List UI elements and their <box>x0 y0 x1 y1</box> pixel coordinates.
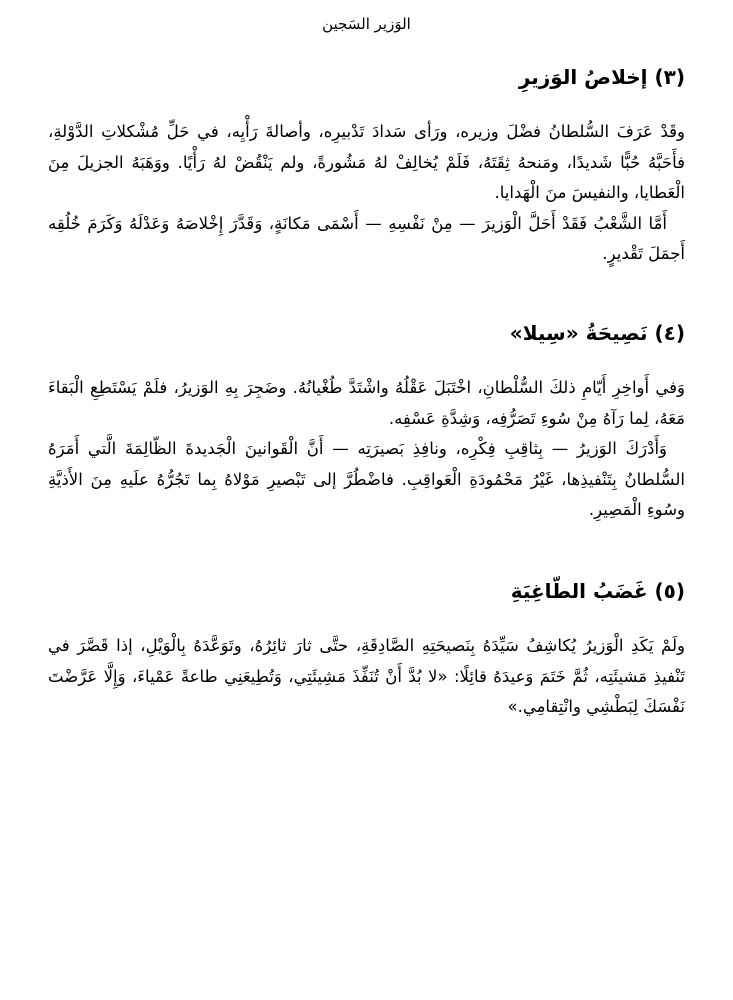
section-title: (٥) غَضَبُ الطّاغِيَةِ <box>510 579 685 603</box>
title-spacer <box>48 92 685 117</box>
section-title: (٣) إخلاصُ الوَزيرِ <box>518 65 685 89</box>
section-sila-advice <box>48 318 685 526</box>
running-header: الوَزير السَجين <box>322 15 411 33</box>
section-tyrant-anger <box>48 576 685 723</box>
section-vizier-loyalty <box>48 62 685 270</box>
paragraph: أَمَّا الشَّعْبُ فَقَدْ أَحَلَّ الْوَزيرَ — مِنْ نَفْسِهِ — أَسْمَى مَكانَةٍ، وَقَدَّرَ إِخْلاصَهُ وَعَدْلَهُ وَكَرَمَ خُلُقِه أَجمَلَ تَقْديرٍ. <box>48 213 685 263</box>
paragraph: ولَمْ يَكَدِ الْوَزيرُ يُكاشِفُ سَيِّدَهُ بِنَصيحَتِهِ الصَّادِقَةِ، حتَّى ثارَ ثائِرُهُ، وتَوَعَّدَهُ بِالْوَيْلِ، إذا قَصَّرَ في تَنْفيذِ مَشيئَتِه، ثُمَّ خَتَمَ وَعيدَهُ قائِلًا: «لا بُدَّ أَنْ تُنَفِّذَ مَشِيئَتِي، وَتُطِيعَنِي طاعةً عَمْياءَ، وَإِلَّا عَرَّضْتَ نَفْسَكَ لِبَطْشِي وانْتِقامِي.» <box>48 636 685 716</box>
paragraph: وَأَدْرَكَ الوَزيرُ — بِثاقِبِ فِكْرِه، ونافِذِ بَصيرَتِه — أَنَّ الْقَوانينَ الْجَديدةَ الظّالِمَةَ الَّتي أَمَرَهُ السُّلطانُ بِتَنْفيذِها، غَيْرُ مَحْمُودَةِ الْعَواقِبِ. فاضْطُرَّ إلى تَبْصيرِ مَوْلاهُ بِما تَجُرُّهُ علَيهِ مِنَ الأَذيَّةِ وسُوءِ الْمَصِيرِ. <box>48 439 685 519</box>
paragraph: وقَدْ عَرَفَ السُّلطانُ فضْلَ وزيره، ورَأى سَدادَ تَدْبيرِه، وأصالةَ رَأْيِه، في حَلِّ مُشْكلاتِ الدَّوْلةِ، فأَحَبَّهُ حُبًّا شَديدًا، ومَنحهُ ثِقَتَهُ، فَلَمْ يُخالِفْ لهُ مَشُورةً، ولم يَنْقُضْ لهُ رَأْيًا. ووَهَبَهُ الجزيلَ مِنَ الْعَطايا، والنفيسَ منَ الْهَدايا. <box>48 122 685 202</box>
title-spacer <box>48 606 685 631</box>
paragraph: وَفي أَواخِرِ أَيّامِ ذلكَ السُّلْطانِ، اخْتَبَلَ عَقْلُهُ واشْتَدَّ طُغْيانُهُ. وضَجِرَ بِهِ الوَزيرُ، فلَمْ يَسْتَطِعِ الْبَقاءَ مَعَهُ، لِما رَآهُ مِنْ سُوءِ تَصَرُّفِه، وَشِدَّةِ عَسْفِه. <box>48 378 685 428</box>
title-spacer <box>48 348 685 373</box>
section-title: (٤) نَصِيحَةُ «سِيلا» <box>509 321 685 345</box>
